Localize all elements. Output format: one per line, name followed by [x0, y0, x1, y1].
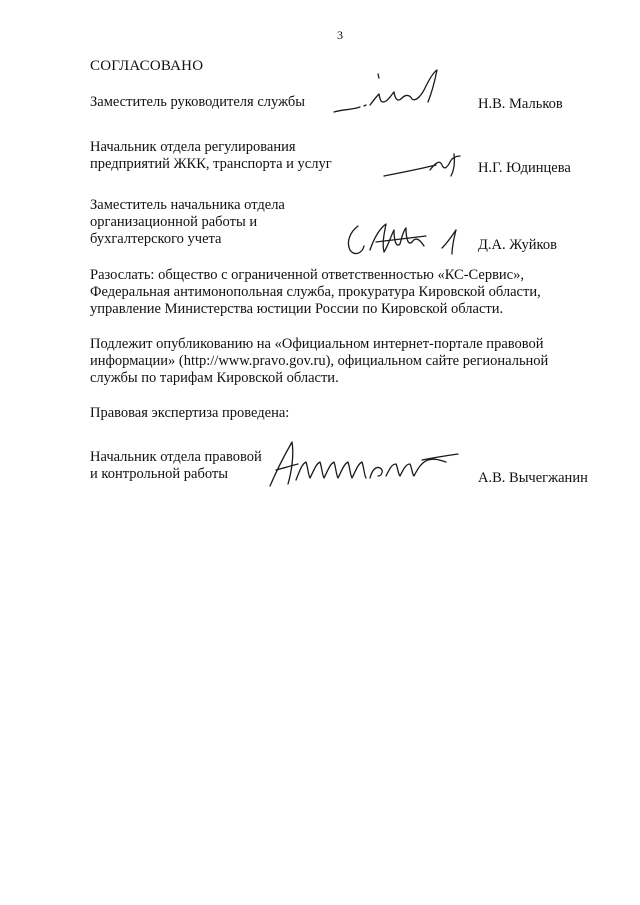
legal-signature-graphic	[262, 436, 462, 492]
signatory-2-position-line: предприятий ЖКК, транспорта и услуг	[90, 156, 332, 172]
signatory-3-position-line: бухгалтерского учета	[90, 231, 222, 247]
distribution-paragraph	[90, 267, 590, 318]
signatory-2-name: Н.Г. Юдинцева	[478, 160, 571, 176]
signatory-1-name: Н.В. Мальков	[478, 96, 563, 112]
approval-heading: СОГЛАСОВАНО	[90, 58, 204, 74]
publication-line: службы по тарифам Кировской области.	[90, 370, 339, 386]
page-number: 3	[337, 28, 343, 42]
legal-review-line: Правовая экспертиза проведена:	[90, 405, 290, 421]
legal-signatory-position-line: и контрольной работы	[90, 466, 228, 482]
signatory-2-position-line: Начальник отдела регулирования	[90, 139, 296, 155]
signatory-3-position	[90, 197, 340, 248]
signatory-3-position-line: организационной работы и	[90, 214, 258, 230]
signature-3-graphic	[340, 216, 470, 262]
distribution-line: управление Министерства юстиции России по Кировской области.	[90, 301, 504, 317]
signatory-2-position	[90, 139, 340, 173]
publication-line: Подлежит опубликованию на «Официальном интернет-портале правовой	[90, 336, 544, 352]
publication-paragraph	[90, 336, 590, 387]
publication-line: информации» (http://www.pravo.gov.ru), официальном сайте региональной	[90, 353, 549, 369]
distribution-line: Федеральная антимонопольная служба, прокуратура Кировской области,	[90, 284, 541, 300]
signature-2-graphic	[380, 148, 470, 182]
signatory-1-position-line: Заместитель руководителя службы	[90, 94, 306, 110]
distribution-line: Разослать: общество с ограниченной ответственностью «КС-Сервис»,	[90, 267, 524, 283]
legal-signatory-name: А.В. Вычегжанин	[478, 470, 588, 486]
legal-signatory-position-line: Начальник отдела правовой	[90, 449, 262, 465]
signatory-1-position	[90, 94, 340, 111]
signatory-3-position-line: Заместитель начальника отдела	[90, 197, 285, 213]
signatory-3-name: Д.А. Жуйков	[478, 237, 557, 253]
signature-1-graphic	[330, 62, 450, 122]
